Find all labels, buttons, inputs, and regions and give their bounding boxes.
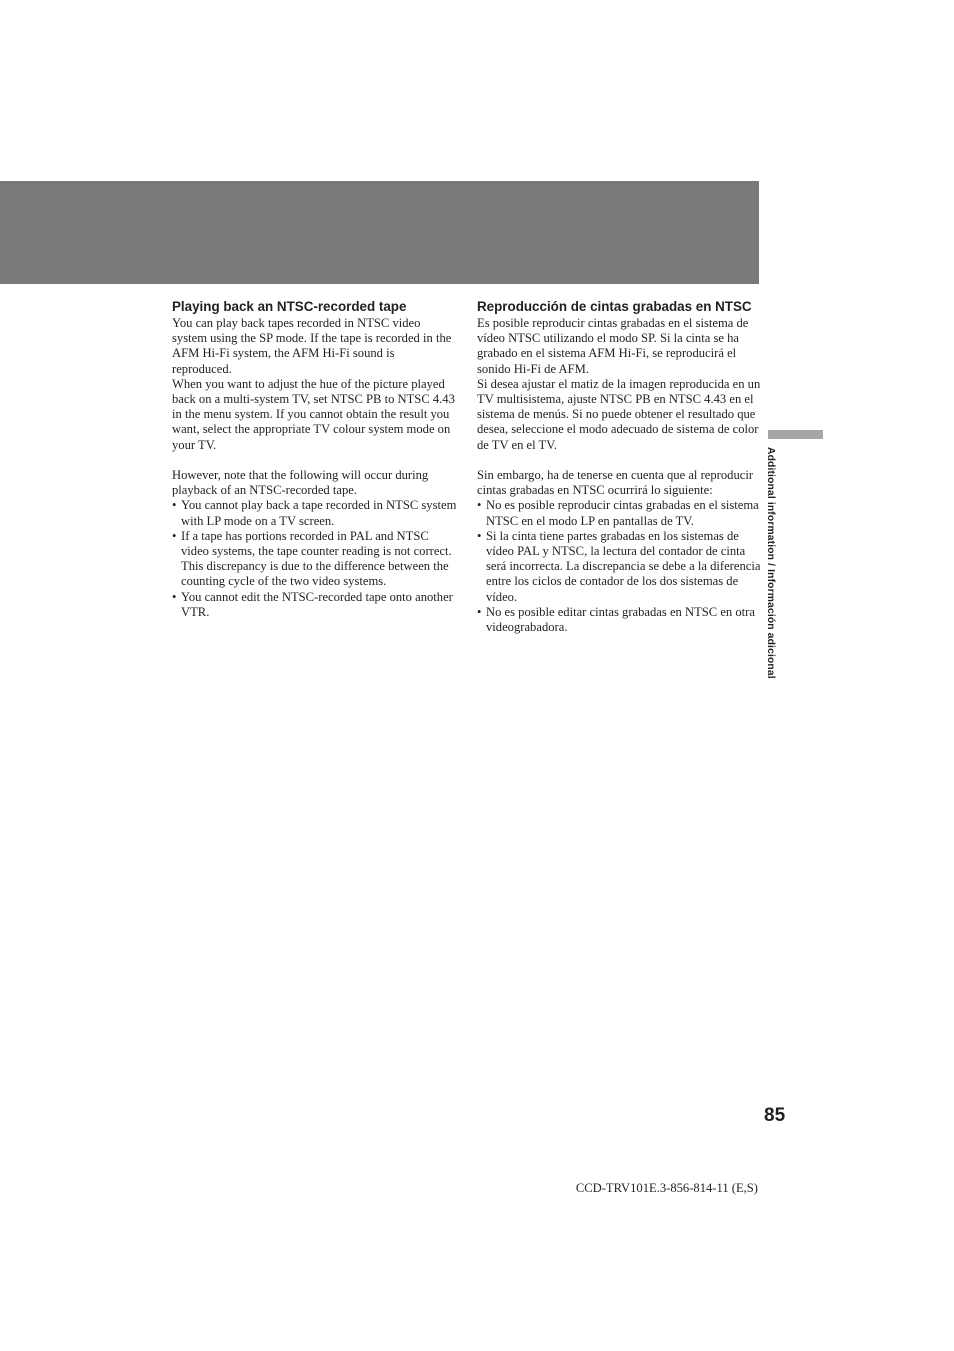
- english-bullet-list: [172, 498, 457, 620]
- spanish-bullet-list: [477, 498, 762, 635]
- spanish-column: [477, 299, 762, 635]
- english-column: [172, 299, 457, 620]
- paragraph-gap: [172, 453, 457, 468]
- spanish-paragraph-1: Es posible reproducir cintas grabadas en el sistema de vídeo NTSC utilizando el modo SP. Si la cinta se ha grabado en el sistema AFM Hi-Fi, se reproducirá el sonido Hi-Fi de AFM.: [477, 316, 749, 376]
- english-heading: Playing back an NTSC-recorded tape: [172, 299, 407, 314]
- side-tab-bar: [768, 430, 823, 439]
- footer-code: CCD-TRV101E.3-856-814-11 (E,S): [575, 1181, 758, 1195]
- side-tab-label: Additional information / Información adicional: [765, 447, 776, 679]
- spanish-heading: Reproducción de cintas grabadas en NTSC: [477, 299, 752, 314]
- page-number: 85: [764, 1105, 786, 1126]
- english-bullet-2: • If a tape has portions recorded in PAL and NTSC video systems, the tape counter reading is not correct. This discrepancy is due to the difference between the counting cycle of the two video systems.: [172, 529, 457, 590]
- paragraph-gap: [477, 453, 762, 468]
- spanish-bullet-2: • Si la cinta tiene partes grabadas en los sistemas de vídeo PAL y NTSC, la lectura del contador de cinta será incorrecta. La discrepancia se debe a la diferencia entre los ciclos de contador de los dos sistemas de vídeo.: [477, 529, 762, 605]
- spanish-bullet-3: • No es posible editar cintas grabadas en NTSC en otra videograbadora.: [477, 605, 762, 635]
- english-bullet-1: • You cannot play back a tape recorded in NTSC system with LP mode on a TV screen.: [172, 498, 457, 528]
- english-bullet-3: • You cannot edit the NTSC-recorded tape onto another VTR.: [172, 590, 457, 620]
- spanish-paragraph-2: Si desea ajustar el matiz de la imagen reproducida en un TV multisistema, ajuste NTSC PB en NTSC 4.43 en el sistema de menús. Si no puede obtener el resultado que desea, seleccione el modo adecuado de sistema de color de TV en el TV.: [477, 376, 761, 452]
- header-band: [0, 181, 759, 284]
- english-paragraph-2: When you want to adjust the hue of the picture played back on a multi-system TV, set NTSC PB to NTSC 4.43 in the menu system. If you cannot obtain the result you want, select the appropriate TV colour system mode on your TV.: [172, 376, 455, 452]
- spanish-bullet-1: • No es posible reproducir cintas grabadas en el sistema NTSC en el modo LP en pantallas de TV.: [477, 498, 762, 528]
- english-paragraph-1: You can play back tapes recorded in NTSC video system using the SP mode. If the tape is recorded in the AFM Hi-Fi system, the AFM Hi-Fi sound is reproduced.: [172, 316, 452, 376]
- spanish-paragraph-3: Sin embargo, ha de tenerse en cuenta que al reproducir cintas grabadas en NTSC ocurrirá lo siguiente:: [477, 468, 754, 498]
- english-paragraph-3: However, note that the following will occur during playback of an NTSC-recorded tape.: [172, 468, 429, 498]
